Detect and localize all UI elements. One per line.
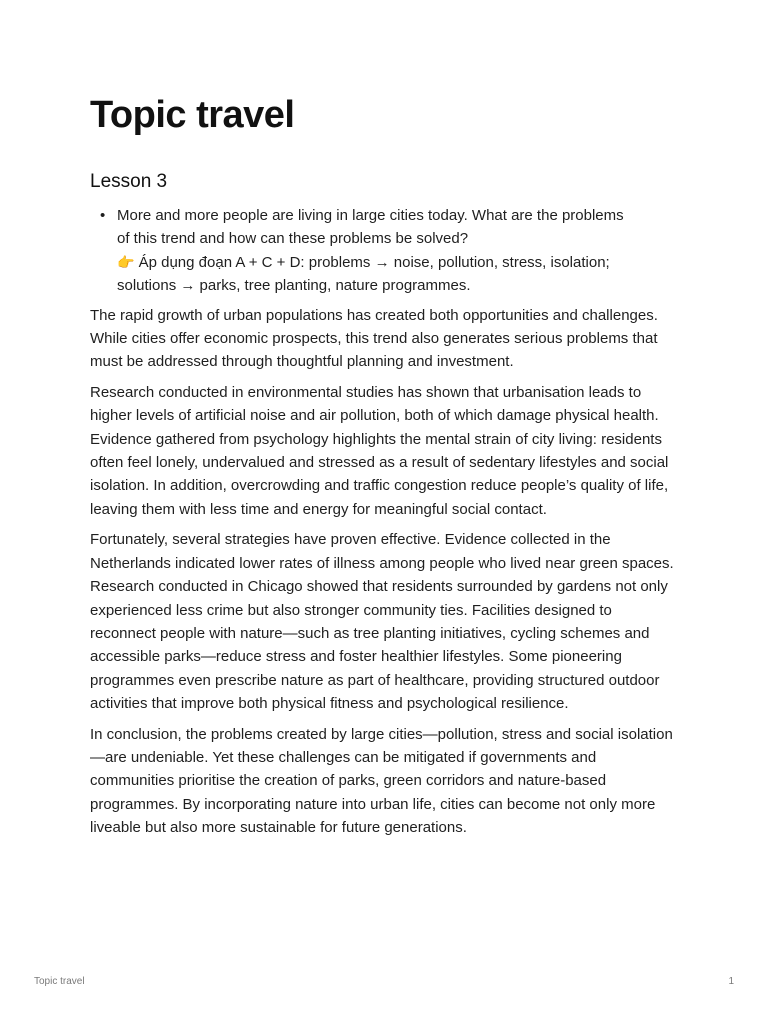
- paragraph-solutions: Fortunately, several strategies have proven effective. Evidence collected in the Netherlands indicated lower rates of illness among people who lived near green spaces. Research conducted in Chicago showed that residents surrounded by gardens not only experienced less crime but also stronger community ties. Facilities designed to reconnect people with nature—such as tree planting initiatives, cycling schemes and accessible parks—reduce stress and foster healthier lifestyles. Some pioneering programmes even prescribe nature as part of healthcare, providing structured outdoor activities that improve both physical fitness and psychological resilience.: [90, 531, 674, 713]
- paragraph-problems: Research conducted in environmental studies has shown that urbanisation leads to higher levels of artificial noise and air pollution, both of which damage physical health. Evidence gathered from psychology highlights the mental strain of city living: residents often feel lonely, undervalued and stressed as a result of sedentary lifestyles and social isolation. In addition, overcrowding and traffic congestion reduce people’s quality of life, leaving them with less time and energy for meaningful social contact.: [90, 383, 669, 518]
- bullet-note-text: Áp dụng đoạn A + C + D: problems → noise, pollution, stress, isolation;: [138, 253, 610, 271]
- bullet-dot-icon: •: [100, 207, 106, 224]
- bullet-note-line-2: solutions → parks, tree planting, nature programmes.: [117, 277, 471, 295]
- footer-page-number: 1: [728, 976, 734, 987]
- pointing-hand-icon: 👉: [117, 253, 135, 270]
- footer-doc-title: Topic travel: [34, 976, 85, 987]
- document-content: [90, 168, 680, 847]
- bullet-list: [90, 204, 680, 298]
- paragraph-intro: The rapid growth of urban populations has created both opportunities and challenges. While cities offer economic prospects, this trend also generates serious problems that must be addressed through thoughtful planning and investment.: [90, 306, 658, 371]
- bullet-note-line-1: [117, 251, 680, 274]
- bullet-question-line-2: of this trend and how can these problems be solved?: [117, 230, 469, 248]
- page-title: Topic travel: [90, 94, 295, 136]
- paragraph-conclusion: In conclusion, the problems created by large cities—pollution, stress and social isolation—are undeniable. Yet these challenges can be mitigated if governments and communities prioritise the creation of parks, green corridors and nature-based programmes. By incorporating nature into urban life, cities can become not only more liveable but also more sustainable for future generations.: [90, 725, 673, 837]
- lesson-heading: Lesson 3: [90, 171, 168, 192]
- bullet-question-line-1: More and more people are living in large cities today. What are the problems: [117, 207, 624, 224]
- list-item: [100, 204, 680, 298]
